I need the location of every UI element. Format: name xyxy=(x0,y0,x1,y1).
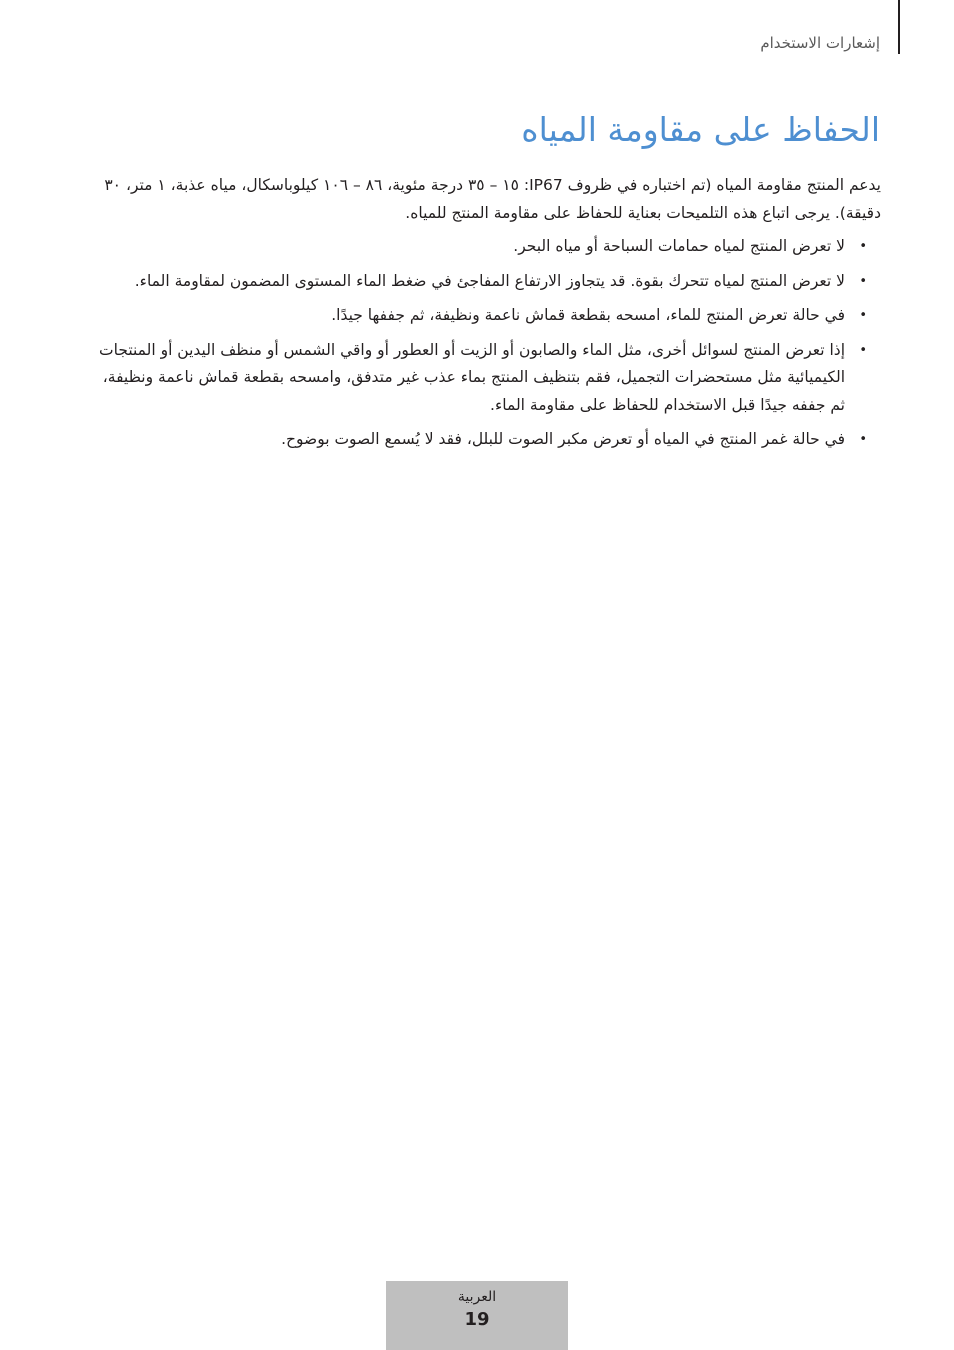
list-item xyxy=(90,302,881,330)
intro-paragraph: يدعم المنتج مقاومة المياه (تم اختباره في ظروف IP67: ١٥ – ٣٥ درجة مئوية، ٨٦ – ١٠٦ كيلوباسكال، مياه عذبة، ١ متر، ٣٠ دقيقة). يرجى اتباع هذه التلميحات بعناية للحفاظ على مقاومة المنتج للمياه. xyxy=(104,176,881,222)
footer-language: العربية xyxy=(457,1289,497,1305)
bullet-icon: • xyxy=(859,239,867,254)
body-content xyxy=(90,172,881,461)
header-rule xyxy=(898,0,900,54)
list-item xyxy=(90,233,881,261)
bullet-list xyxy=(90,233,881,454)
list-item-text: لا تعرض المنتج لمياه حمامات السباحة أو مياه البحر. xyxy=(513,237,845,255)
bullet-icon: • xyxy=(859,342,867,358)
page-number: 19 xyxy=(464,1309,490,1330)
list-item-text: في حالة غمر المنتج في المياه أو تعرض مكبر الصوت للبلل، فقد لا يُسمع الصوت بوضوح. xyxy=(281,430,845,448)
list-item-text: في حالة تعرض المنتج للماء، امسحه بقطعة قماش ناعمة ونظيفة، ثم جففها جيدًا. xyxy=(331,306,845,324)
list-item-text: إذا تعرض المنتج لسوائل أخرى، مثل الماء والصابون أو الزيت أو العطور أو واقي الشمس أو منظف اليدين أو المنتجات الكيميائية مثل مستحضرات التجميل، فقم بتنظيف المنتج بماء عذب غير متدفق، وامسحه بقطعة قماش ناعمة ونظيفة، ثم جففه جيدًا قبل الاستخدام للحفاظ على مقاومة الماء. xyxy=(99,340,845,414)
list-item xyxy=(90,337,881,420)
bullet-icon: • xyxy=(859,308,867,323)
list-item xyxy=(90,426,881,454)
page-footer xyxy=(386,1281,568,1350)
running-header: إشعارات الاستخدام xyxy=(760,34,880,52)
bullet-icon: • xyxy=(859,432,867,447)
list-item-text: لا تعرض المنتج لمياه تتحرك بقوة. قد يتجاوز الارتفاع المفاجئ في ضغط الماء المستوى المضمون لمقاومة الماء. xyxy=(134,271,845,290)
page-title: الحفاظ على مقاومة المياه xyxy=(521,110,880,149)
list-item xyxy=(90,268,881,296)
bullet-icon: • xyxy=(859,273,867,289)
